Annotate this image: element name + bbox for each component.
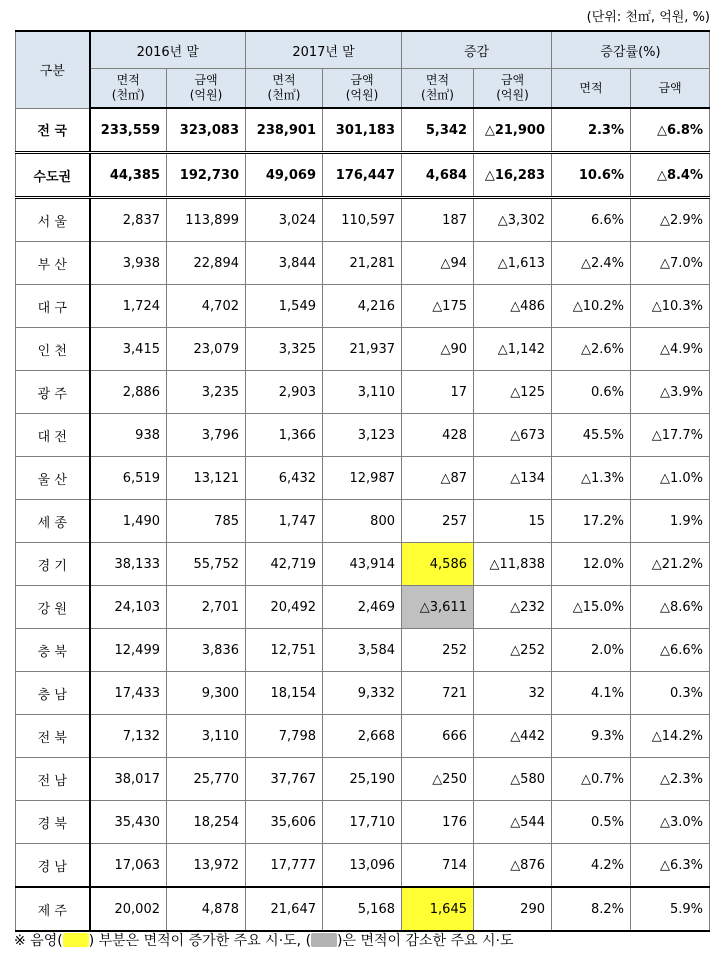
table-row [16,328,710,371]
cell-rm: △7.0% [631,242,710,285]
cell-a16: 2,886 [90,371,167,414]
cell-ra: 4.2% [552,844,631,888]
table-row [16,371,710,414]
cell-rm: 0.3% [631,672,710,715]
cell-da: 721 [402,672,474,715]
region-cell: 경 남 [16,844,90,888]
cell-rm: △6.3% [631,844,710,888]
cell-ra: 10.6% [552,153,631,198]
cell-a17: 1,747 [246,500,323,543]
gray-swatch [311,933,337,947]
cell-a17: 35,606 [246,801,323,844]
cell-a17: 17,777 [246,844,323,888]
cell-m16: 4,878 [167,887,246,931]
cell-a16: 24,103 [90,586,167,629]
cell-da: 176 [402,801,474,844]
cell-rm: △3.0% [631,801,710,844]
region-cell: 수도권 [16,153,90,198]
cell-m16: 113,899 [167,198,246,242]
header-area-2016: 면적 (천㎡) [90,69,167,109]
cell-a17: 20,492 [246,586,323,629]
region-cell: 광 주 [16,371,90,414]
header-amount-change: 금액 (억원) [474,69,552,109]
table-row [16,242,710,285]
cell-a17: 1,549 [246,285,323,328]
cell-a17: 3,024 [246,198,323,242]
cell-m16: 18,254 [167,801,246,844]
cell-m17: 21,281 [323,242,402,285]
cell-rm: △10.3% [631,285,710,328]
table-row [16,457,710,500]
cell-dm: △544 [474,801,552,844]
cell-a16: 2,837 [90,198,167,242]
cell-ra: △0.7% [552,758,631,801]
cell-rm: △4.9% [631,328,710,371]
cell-ra: △2.6% [552,328,631,371]
cell-m16: 192,730 [167,153,246,198]
cell-a17: 2,903 [246,371,323,414]
cell-ra: 6.6% [552,198,631,242]
header-area-2017: 면적 (천㎡) [246,69,323,109]
region-cell: 전 국 [16,108,90,153]
cell-rm: △8.6% [631,586,710,629]
cell-da: △94 [402,242,474,285]
cell-m17: 3,110 [323,371,402,414]
cell-rm: △6.6% [631,629,710,672]
cell-m16: 4,702 [167,285,246,328]
cell-rm: 5.9% [631,887,710,931]
cell-dm: △125 [474,371,552,414]
cell-a17: 1,366 [246,414,323,457]
region-cell: 경 기 [16,543,90,586]
cell-a16: 17,433 [90,672,167,715]
cell-dm: △442 [474,715,552,758]
cell-da: △3,611 [402,586,474,629]
unit-label: (단위: 천㎡, 억원, %) [586,10,710,25]
header-amount-rate: 금액 [631,69,710,109]
cell-da: △90 [402,328,474,371]
land-area-table [15,30,710,932]
cell-m16: 323,083 [167,108,246,153]
region-cell: 대 구 [16,285,90,328]
cell-m16: 25,770 [167,758,246,801]
cell-a16: 38,017 [90,758,167,801]
cell-a17: 7,798 [246,715,323,758]
cell-da: 5,342 [402,108,474,153]
cell-a16: 44,385 [90,153,167,198]
cell-dm: △252 [474,629,552,672]
cell-m17: 3,123 [323,414,402,457]
cell-a16: 35,430 [90,801,167,844]
header-amount-2017: 금액 (억원) [323,69,402,109]
cell-a16: 233,559 [90,108,167,153]
header-area-change: 면적 (천㎡) [402,69,474,109]
table-row [16,414,710,457]
cell-a16: 12,499 [90,629,167,672]
cell-ra: 17.2% [552,500,631,543]
cell-a16: 3,415 [90,328,167,371]
cell-m17: 301,183 [323,108,402,153]
cell-m16: 22,894 [167,242,246,285]
cell-rm: △1.0% [631,457,710,500]
cell-a16: 3,938 [90,242,167,285]
cell-m16: 3,235 [167,371,246,414]
cell-da: 252 [402,629,474,672]
cell-da: 666 [402,715,474,758]
cell-dm: △486 [474,285,552,328]
cell-a16: 6,519 [90,457,167,500]
cell-da: 17 [402,371,474,414]
cell-m17: 21,937 [323,328,402,371]
cell-da: 428 [402,414,474,457]
region-cell: 대 전 [16,414,90,457]
cell-a17: 12,751 [246,629,323,672]
table-row [16,758,710,801]
cell-rm: △14.2% [631,715,710,758]
cell-rm: △3.9% [631,371,710,414]
cell-m16: 2,701 [167,586,246,629]
region-cell: 전 북 [16,715,90,758]
region-cell: 부 산 [16,242,90,285]
header-category: 구분 [16,31,90,108]
table-row [16,586,710,629]
cell-m16: 13,972 [167,844,246,888]
cell-da: 714 [402,844,474,888]
cell-m17: 2,668 [323,715,402,758]
cell-m16: 3,836 [167,629,246,672]
cell-m16: 3,110 [167,715,246,758]
cell-ra: 9.3% [552,715,631,758]
cell-rm: △2.9% [631,198,710,242]
cell-ra: 12.0% [552,543,631,586]
table-row [16,715,710,758]
region-cell: 강 원 [16,586,90,629]
region-cell: 경 북 [16,801,90,844]
cell-dm: △673 [474,414,552,457]
cell-a16: 17,063 [90,844,167,888]
cell-m16: 9,300 [167,672,246,715]
table-row [16,629,710,672]
table-row [16,285,710,328]
cell-a17: 3,844 [246,242,323,285]
table-row [16,500,710,543]
cell-ra: △2.4% [552,242,631,285]
cell-ra: 45.5% [552,414,631,457]
region-cell: 충 남 [16,672,90,715]
cell-dm: △876 [474,844,552,888]
cell-ra: 2.0% [552,629,631,672]
cell-dm: 290 [474,887,552,931]
cell-a17: 21,647 [246,887,323,931]
cell-a17: 49,069 [246,153,323,198]
table-row [16,801,710,844]
cell-dm: 32 [474,672,552,715]
cell-ra: △10.2% [552,285,631,328]
header-amount-2016: 금액 (억원) [167,69,246,109]
cell-a17: 6,432 [246,457,323,500]
cell-m17: 9,332 [323,672,402,715]
cell-da: 4,684 [402,153,474,198]
cell-m17: 800 [323,500,402,543]
cell-m16: 785 [167,500,246,543]
cell-m16: 23,079 [167,328,246,371]
cell-m17: 5,168 [323,887,402,931]
cell-da: 187 [402,198,474,242]
cell-a17: 238,901 [246,108,323,153]
cell-rm: △6.8% [631,108,710,153]
cell-a17: 18,154 [246,672,323,715]
cell-dm: 15 [474,500,552,543]
region-cell: 제 주 [16,887,90,931]
cell-m17: 43,914 [323,543,402,586]
footnote: ※ 음영( ) 부분은 면적이 증가한 주요 시·도, ( )은 면적이 감소한 주요 시·도 [14,933,514,949]
cell-m17: 4,216 [323,285,402,328]
cell-dm: △580 [474,758,552,801]
cell-m17: 12,987 [323,457,402,500]
cell-a16: 1,724 [90,285,167,328]
cell-m17: 17,710 [323,801,402,844]
cell-m16: 3,796 [167,414,246,457]
table-row [16,543,710,586]
table-row [16,887,710,931]
cell-m17: 13,096 [323,844,402,888]
cell-a16: 7,132 [90,715,167,758]
cell-dm: △11,838 [474,543,552,586]
cell-dm: △21,900 [474,108,552,153]
table-row [16,672,710,715]
cell-a17: 3,325 [246,328,323,371]
cell-ra: △15.0% [552,586,631,629]
cell-da: 257 [402,500,474,543]
cell-da: △175 [402,285,474,328]
cell-a17: 42,719 [246,543,323,586]
table-row [16,198,710,242]
cell-m16: 55,752 [167,543,246,586]
cell-m17: 176,447 [323,153,402,198]
yellow-swatch [63,933,89,947]
cell-a16: 1,490 [90,500,167,543]
cell-da: △87 [402,457,474,500]
cell-ra: 0.5% [552,801,631,844]
cell-dm: △1,613 [474,242,552,285]
cell-m17: 3,584 [323,629,402,672]
header-change: 증감 [402,31,552,69]
cell-m17: 25,190 [323,758,402,801]
cell-rm: 1.9% [631,500,710,543]
cell-ra: 0.6% [552,371,631,414]
cell-m17: 2,469 [323,586,402,629]
cell-ra: 2.3% [552,108,631,153]
header-2017: 2017년 말 [246,31,402,69]
region-cell: 세 종 [16,500,90,543]
table-row [16,108,710,153]
cell-da: 1,645 [402,887,474,931]
cell-ra: 8.2% [552,887,631,931]
header-2016: 2016년 말 [90,31,246,69]
header-area-rate: 면적 [552,69,631,109]
cell-rm: △21.2% [631,543,710,586]
cell-da: △250 [402,758,474,801]
header-rate: 증감률(%) [552,31,710,69]
cell-ra: △1.3% [552,457,631,500]
region-cell: 서 울 [16,198,90,242]
cell-m16: 13,121 [167,457,246,500]
cell-a16: 38,133 [90,543,167,586]
table-row [16,844,710,888]
cell-dm: △1,142 [474,328,552,371]
cell-a17: 37,767 [246,758,323,801]
cell-m17: 110,597 [323,198,402,242]
cell-a16: 938 [90,414,167,457]
region-cell: 충 북 [16,629,90,672]
cell-dm: △134 [474,457,552,500]
table-body [16,108,710,931]
cell-rm: △8.4% [631,153,710,198]
cell-rm: △17.7% [631,414,710,457]
cell-dm: △232 [474,586,552,629]
cell-da: 4,586 [402,543,474,586]
region-cell: 전 남 [16,758,90,801]
table-row [16,153,710,198]
cell-dm: △16,283 [474,153,552,198]
cell-rm: △2.3% [631,758,710,801]
cell-ra: 4.1% [552,672,631,715]
cell-dm: △3,302 [474,198,552,242]
region-cell: 인 천 [16,328,90,371]
cell-a16: 20,002 [90,887,167,931]
region-cell: 울 산 [16,457,90,500]
